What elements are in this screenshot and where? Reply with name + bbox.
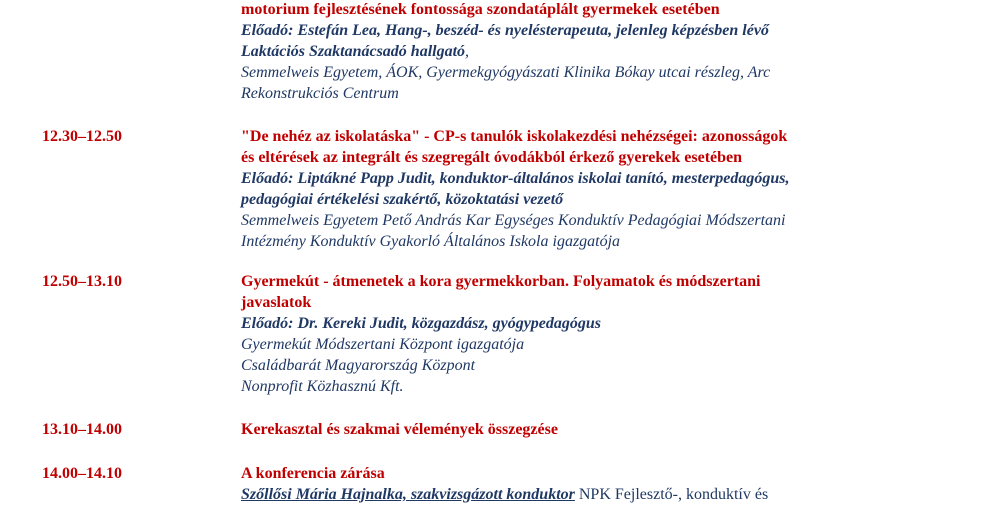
session-title-line: Gyermekút - átmenetek a kora gyermekkorban. Folyamatok és módszertani [241, 273, 761, 290]
session-title-line: Kerekasztal és szakmai vélemények összegzése [241, 421, 558, 438]
entry-content [241, 463, 881, 505]
session-title-line: javaslatok [241, 294, 312, 311]
session-time: 13.10–14.00 [42, 421, 122, 438]
affiliation-line: Nonprofit Közhasznú Kft. [241, 378, 404, 395]
session-title-line: motorium fejlesztésének fontossága szondatáplált gyermekek esetében [241, 1, 720, 18]
closing-speaker-line [241, 484, 881, 505]
speaker-line-wrap [241, 41, 881, 62]
affiliation-line: Intézmény Konduktív Gyakorló Általános Iskola igazgatója [241, 233, 621, 250]
session-time: 14.00–14.10 [42, 465, 122, 482]
affiliation-line: Semmelweis Egyetem Pető András Kar Egységes Konduktív Pedagógiai Módszertani [241, 212, 786, 229]
closing-speaker-name: Szőllősi Mária Hajnalka, szakvizsgázott konduktor [241, 486, 575, 503]
affiliation-line: Családbarát Magyarország Központ [241, 357, 476, 374]
session-title-line: "De nehéz az iskolatáska" - CP-s tanulók iskolakezdési nehézségei: azonosságok [241, 128, 788, 145]
closing-speaker-rest: NPK Fejlesztő-, konduktív és [574, 486, 769, 503]
session-time: 12.30–12.50 [42, 128, 122, 145]
speaker-trailing-comma: , [465, 43, 470, 60]
speaker-line: Előadó: Liptákné Papp Judit, konduktor-általános iskolai tanító, mesterpedagógus, [241, 170, 790, 187]
affiliation-line: Semmelweis Egyetem, ÁOK, Gyermekgyógyászati Klinika Bókay utcai részleg, Arc [241, 64, 771, 81]
speaker-line: Előadó: Dr. Kereki Judit, közgazdász, gyógypedagógus [241, 315, 602, 332]
affiliation-line: Gyermekút Módszertani Központ igazgatója [241, 336, 525, 353]
entry-content [241, 0, 881, 104]
session-time: 12.50–13.10 [42, 273, 122, 290]
speaker-line: Laktációs Szaktanácsadó hallgató [241, 43, 466, 60]
speaker-line: Előadó: Estefán Lea, Hang-, beszéd- és nyelésterapeuta, jelenleg képzésben lévő [241, 22, 769, 39]
affiliation-line: Rekonstrukciós Centrum [241, 85, 399, 102]
entry-content [241, 271, 881, 397]
entry-content [241, 126, 881, 252]
session-title-line: A konferencia zárása [241, 465, 385, 482]
speaker-line: pedagógiai értékelési szakértő, közoktatási vezető [241, 191, 564, 208]
session-title-line: és eltérések az integrált és szegregált óvodákból érkező gyerekek esetében [241, 149, 743, 166]
entry-content [241, 419, 881, 440]
